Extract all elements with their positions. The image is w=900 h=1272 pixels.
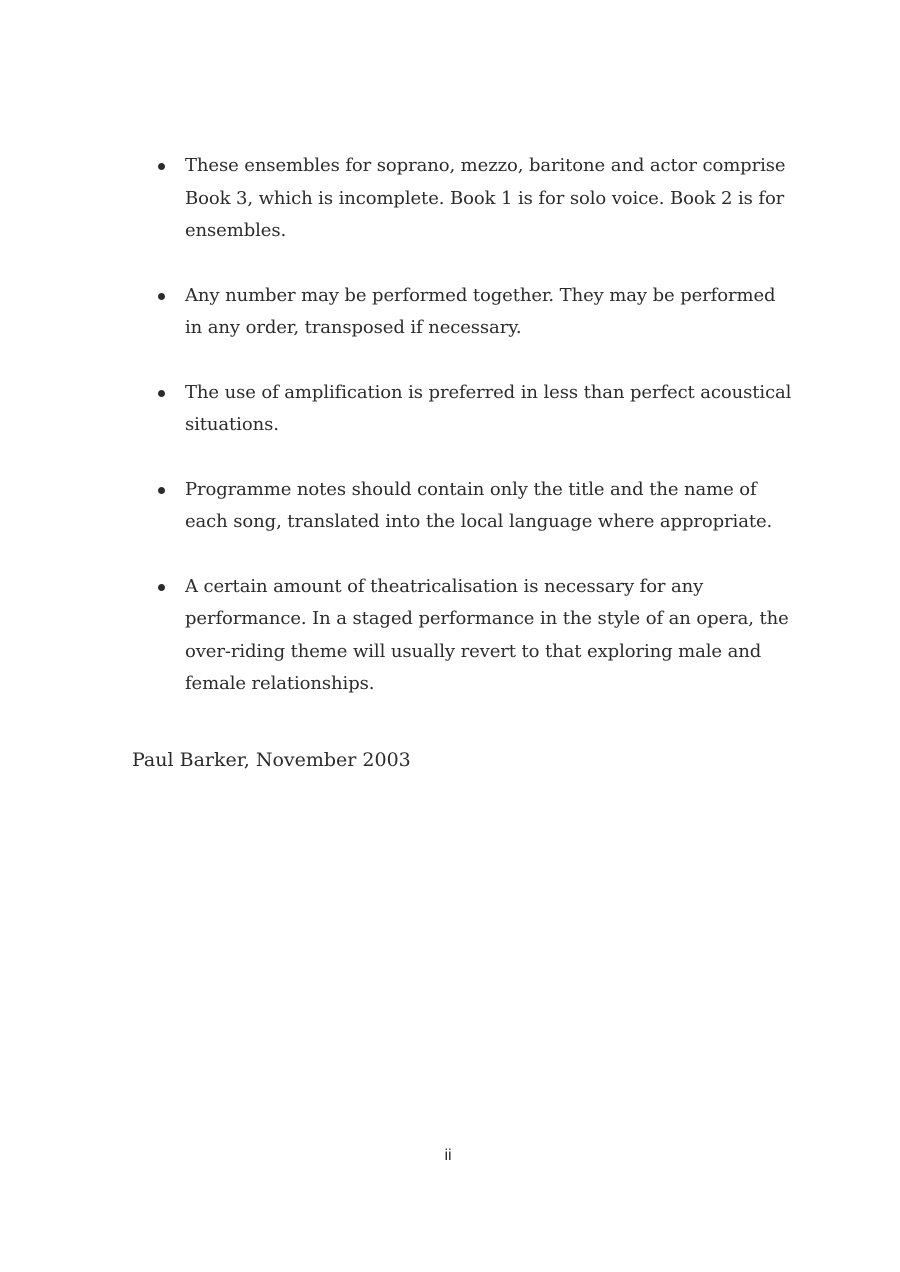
note-item [155,280,795,345]
author-signature-line: Paul Barker, November 2003 [132,749,411,771]
note-text: Any number may be performed together. They may be performed in any order, transposed if necessary. [185,284,776,338]
note-item [155,150,795,248]
note-text: A certain amount of theatricalisation is necessary for any performance. In a staged performance in the style of an opera, the over-riding theme will usually revert to that exploring male and female relationships. [185,575,789,694]
bullet-icon [158,293,165,300]
bullet-icon [158,390,165,397]
bullet-icon [158,163,165,170]
note-text: The use of amplification is preferred in less than perfect acoustical situations. [185,381,792,435]
page-number: ii [444,1147,452,1164]
note-text: These ensembles for soprano, mezzo, baritone and actor comprise Book 3, which is incomplete. Book 1 is for solo voice. Book 2 is for ensembles. [185,155,786,241]
bullet-icon [158,584,165,591]
note-item [155,474,795,539]
note-item [155,571,795,701]
performance-notes-list [155,150,795,701]
note-item [155,377,795,442]
note-text: Programme notes should contain only the title and the name of each song, translated into the local language where appropriate. [185,478,773,532]
bullet-icon [158,487,165,494]
